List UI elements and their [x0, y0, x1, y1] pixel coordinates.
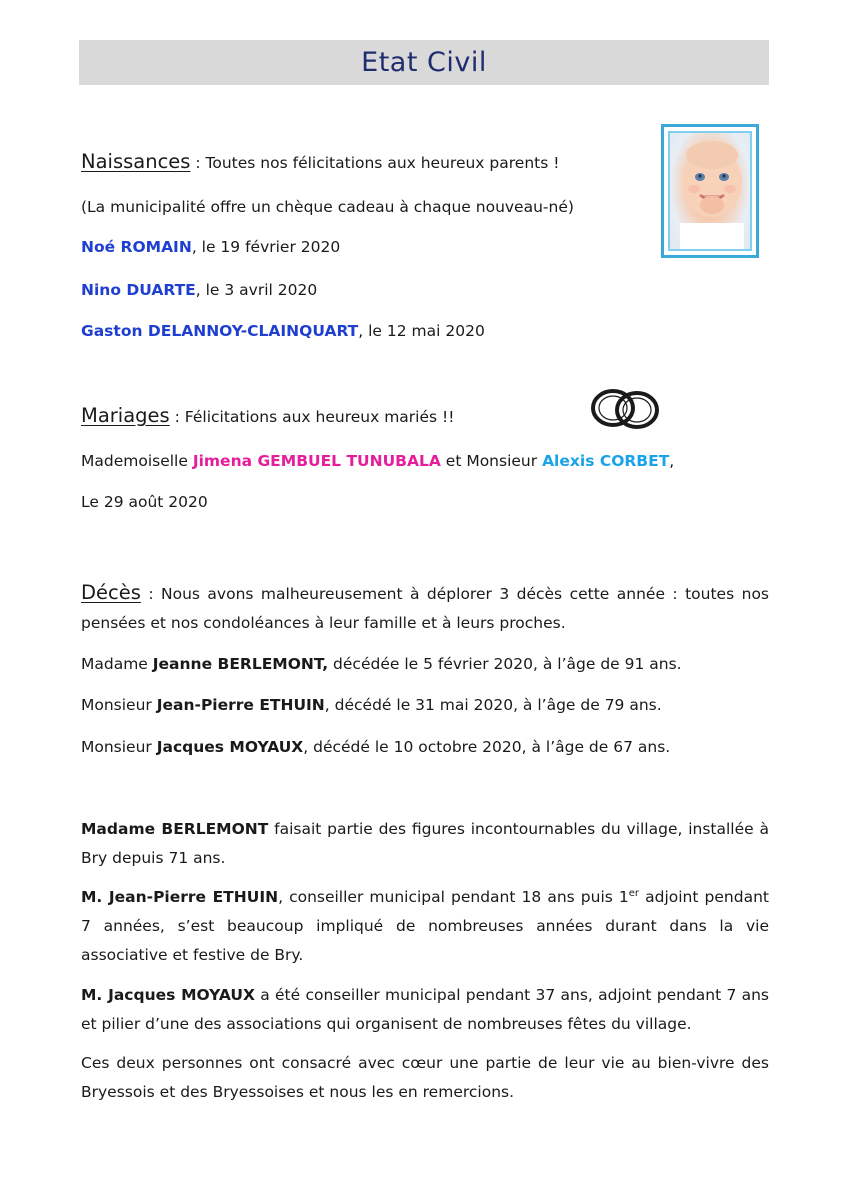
baby-face-icon	[670, 133, 752, 249]
death-item	[81, 737, 670, 757]
death-item	[81, 695, 662, 715]
tribute-name: Madame BERLEMONT	[81, 820, 269, 838]
tribute-name: M. Jacques MOYAUX	[81, 986, 255, 1004]
death-detail: , décédé le 10 octobre 2020, à l’âge de 67 ans.	[303, 738, 671, 756]
births-heading: Naissances	[81, 150, 191, 173]
wedding-rings-icon	[585, 386, 665, 432]
death-item	[81, 654, 682, 674]
groom-name: Alexis CORBET	[542, 452, 670, 470]
closing-paragraph: Ces deux personnes ont consacré avec cœur une partie de leur vie au bien-vivre des Bryessois et des Bryessoises et nous les en remercions.	[81, 1054, 769, 1101]
tribute-ethuin	[81, 883, 769, 970]
tribute-text: adjoint pendant 7 années, s’est beaucoup impliqué de nombreuses années durant dans la vie associative et festive de Bry.	[81, 888, 769, 964]
births-intro: : Toutes nos félicitations aux heureux parents !	[190, 154, 560, 172]
birth-name: Gaston DELANNOY-CLAINQUART	[81, 322, 359, 340]
bride-title: Mademoiselle	[81, 452, 193, 470]
marriages-heading: Mariages	[81, 404, 170, 427]
baby-photo-image	[668, 131, 752, 251]
baby-photo	[661, 124, 759, 258]
birth-date: , le 3 avril 2020	[195, 281, 318, 299]
bride-name: Jimena GEMBUEL TUNUBALA	[192, 452, 441, 470]
tribute-text: faisait partie des figures incontournables du village, installée à Bry depuis 71 ans.	[81, 820, 769, 867]
marriages-heading-line	[81, 406, 454, 427]
tribute-text: , conseiller municipal pendant 18 ans puis 1	[278, 888, 629, 906]
birth-name: Nino DUARTE	[81, 281, 196, 299]
tribute-name: M. Jean-Pierre ETHUIN	[81, 888, 279, 906]
groom-suffix: ,	[669, 452, 675, 470]
tribute-moyaux	[81, 981, 769, 1039]
marriage-couple	[81, 451, 674, 471]
deaths-heading: Décès	[81, 581, 141, 604]
death-detail: décédée le 5 février 2020, à l’âge de 91 ans.	[328, 655, 682, 673]
birth-item	[81, 237, 340, 257]
birth-name: Noé ROMAIN	[81, 238, 192, 256]
birth-date: , le 12 mai 2020	[358, 322, 485, 340]
death-name: Jeanne BERLEMONT,	[152, 655, 329, 673]
death-name: Jacques MOYAUX	[156, 738, 304, 756]
death-detail: , décédé le 31 mai 2020, à l’âge de 79 ans.	[324, 696, 662, 714]
death-name: Jean-Pierre ETHUIN	[156, 696, 325, 714]
marriage-date: Le 29 août 2020	[81, 493, 208, 511]
deaths-intro: : Nous avons malheureusement à déplorer 3 décès cette année : toutes nos pensées et nos condoléances à leur famille et à leurs proches.	[81, 585, 769, 632]
births-note: (La municipalité offre un chèque cadeau à chaque nouveau-né)	[81, 198, 574, 216]
page-title: Etat Civil	[361, 47, 487, 78]
marriages-intro: : Félicitations aux heureux mariés !!	[169, 408, 455, 426]
birth-item	[81, 321, 485, 341]
ordinal-suffix: er	[628, 887, 640, 899]
death-title: Monsieur	[81, 696, 157, 714]
deaths-intro-paragraph	[81, 578, 769, 638]
death-title: Monsieur	[81, 738, 157, 756]
marriage-connector: et Monsieur	[440, 452, 543, 470]
tribute-text: a été conseiller municipal pendant 37 ans, adjoint pendant 7 ans et pilier d’une des associations qui organisent de nombreuses fêtes du village.	[81, 986, 770, 1033]
death-title: Madame	[81, 655, 153, 673]
tribute-berlemont	[81, 815, 769, 873]
births-heading-line	[81, 152, 559, 173]
birth-date: , le 19 février 2020	[191, 238, 341, 256]
title-banner	[79, 40, 769, 85]
birth-item	[81, 280, 317, 300]
